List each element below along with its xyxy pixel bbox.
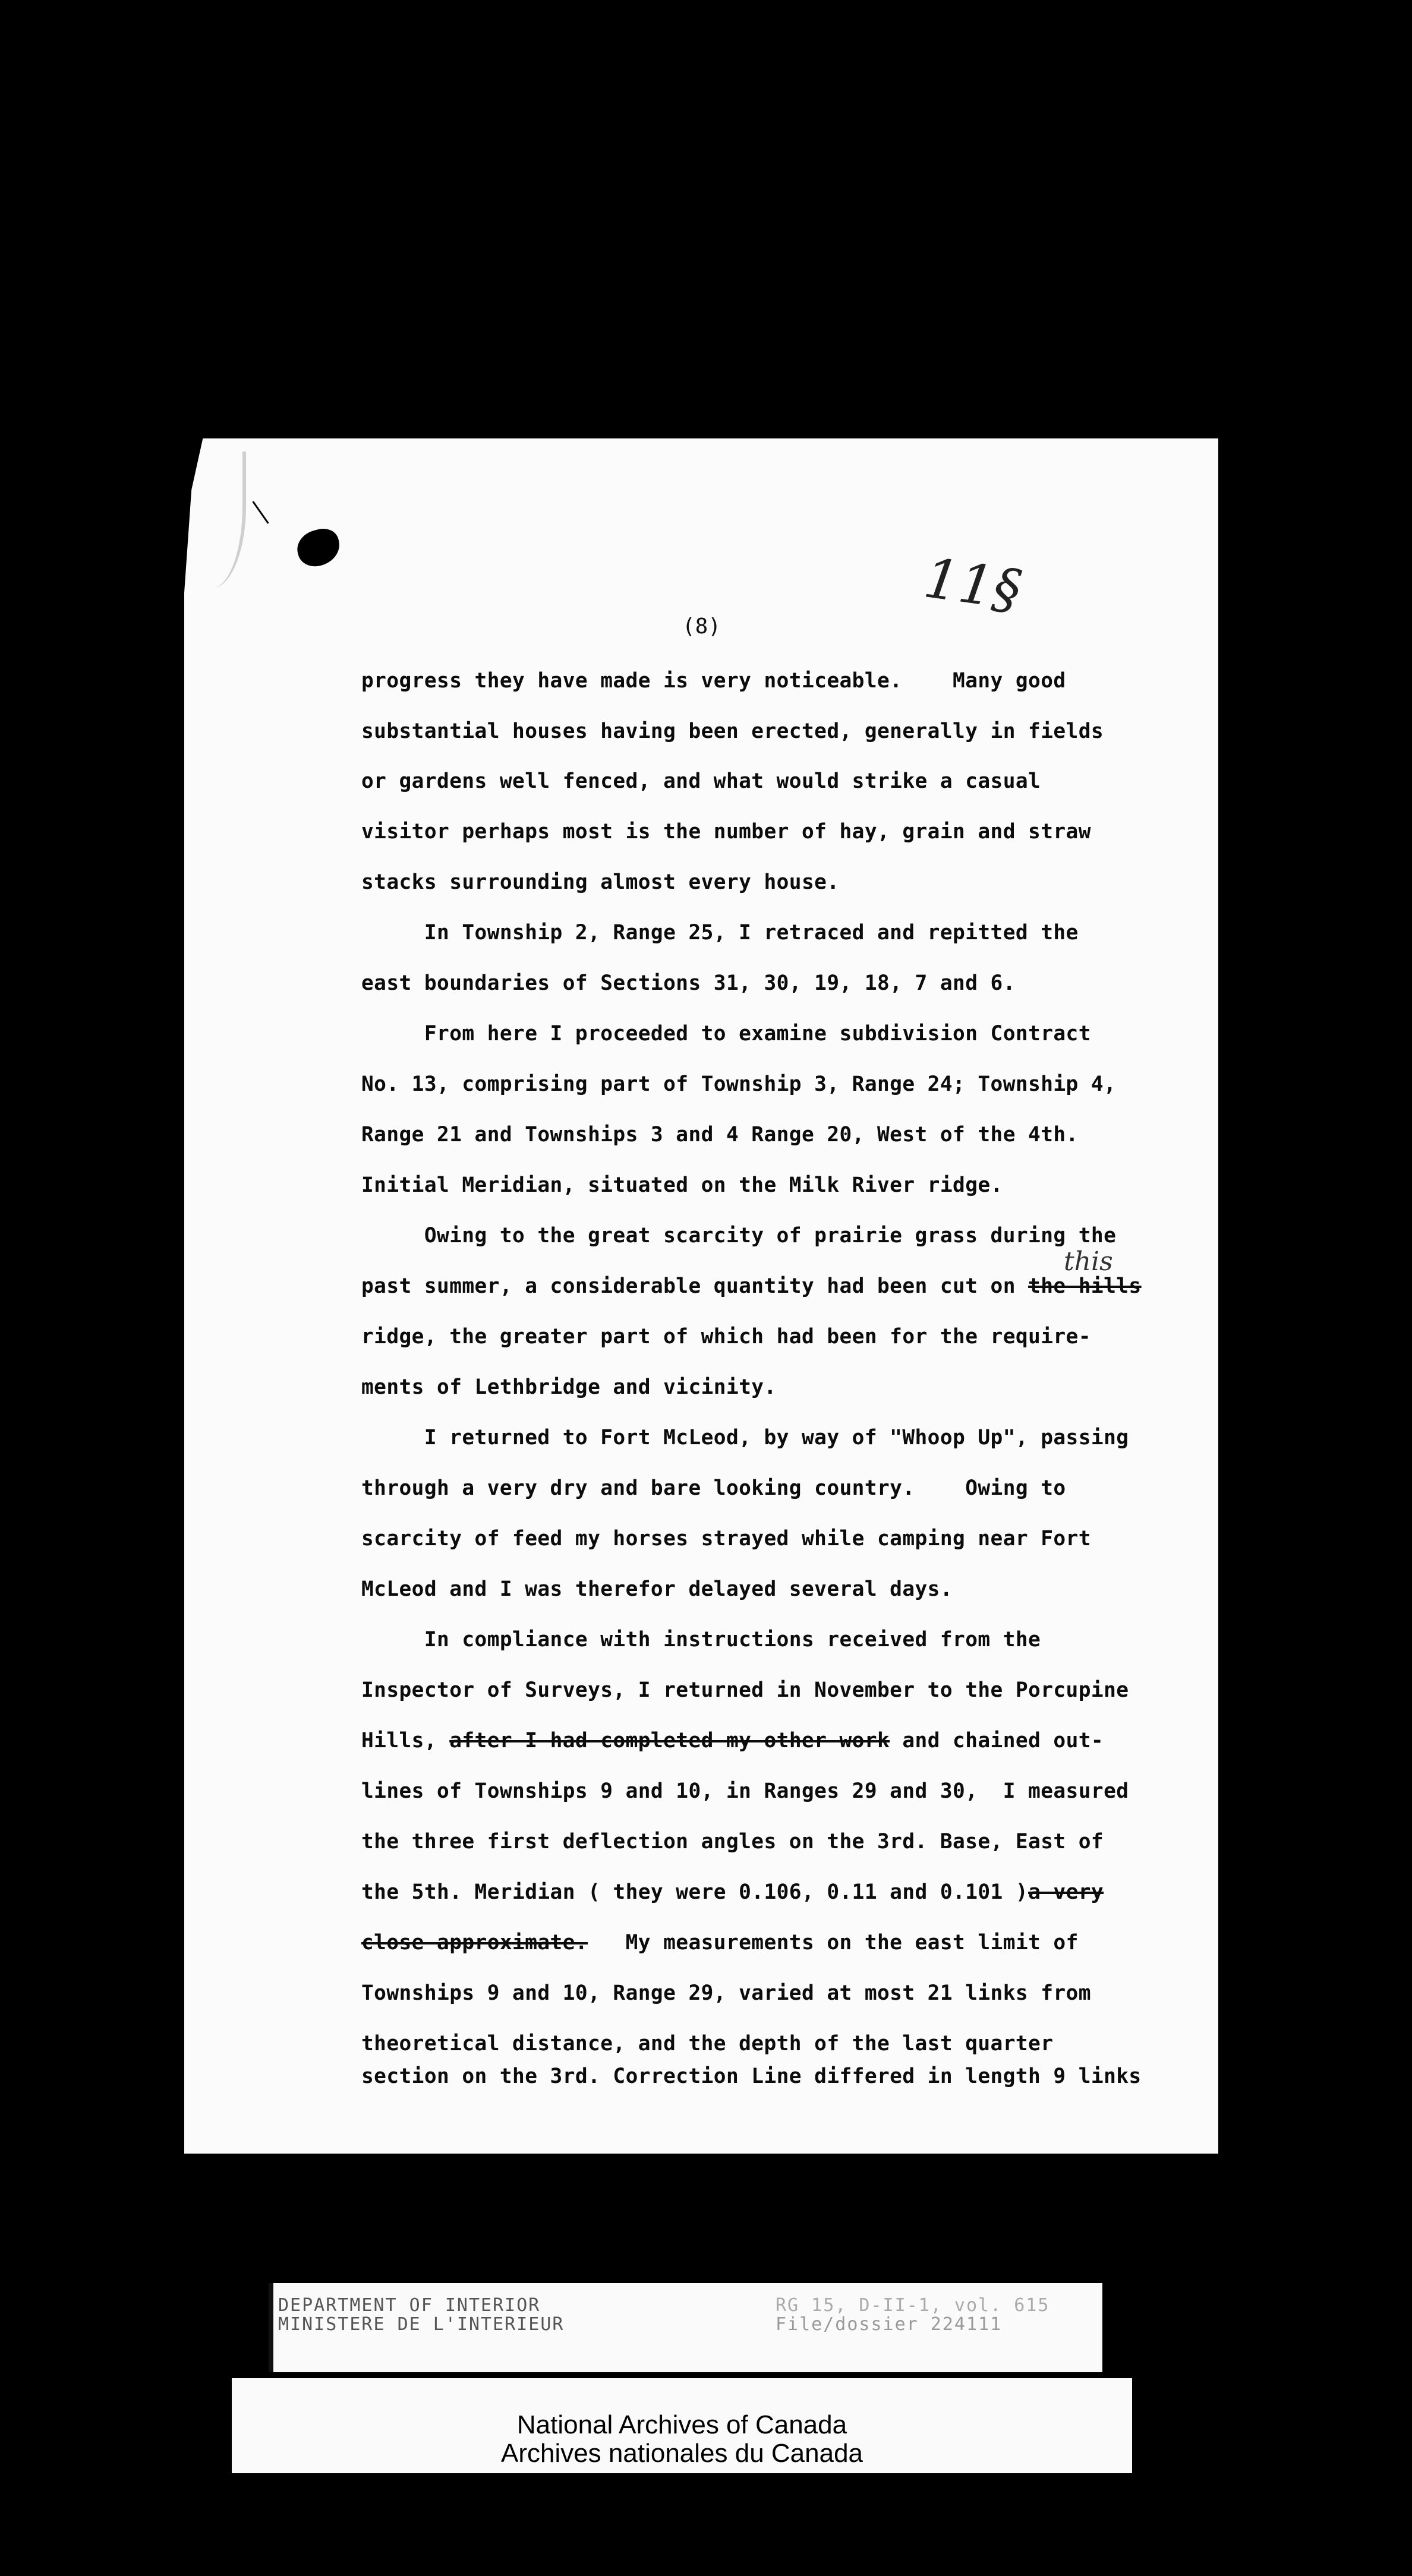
text-line: In compliance with instructions received from the [361, 1628, 1041, 1652]
folio-number: 11§ [920, 546, 1025, 623]
text-line: No. 13, comprising part of Township 3, Range 24; Township 4, [361, 1072, 1117, 1096]
line-text: the 5th. Meridian ( they were 0.106, 0.11 and 0.101 ) [361, 1880, 1029, 1904]
text-line: Inspector of Surveys, I returned in November to the Porcupine [361, 1678, 1129, 1702]
page-number: (8) [682, 614, 721, 639]
handwritten-insertion: this [1064, 1246, 1113, 1277]
archives-name-en: National Archives of Canada [516, 2410, 847, 2439]
text-line: visitor perhaps most is the number of hay, grain and straw [361, 820, 1091, 844]
text-line: through a very dry and bare looking country. Owing to [361, 1476, 1066, 1500]
line-text: My measurements on the east limit of [588, 1931, 1079, 1955]
text-line: east boundaries of Sections 31, 30, 19, 18, 7 and 6. [361, 971, 1016, 995]
department-en: DEPARTMENT OF INTERIOR [278, 2295, 541, 2316]
text-line: From here I proceeded to examine subdivision Contract [361, 1022, 1091, 1046]
department-fr: MINISTERE DE L'INTERIEUR [278, 2314, 565, 2335]
text-line: stacks surrounding almost every house. [361, 870, 840, 894]
struck-text: a very [1028, 1880, 1104, 1904]
line-text: past summer, a considerable quantity had been cut on [361, 1274, 1029, 1298]
text-line [361, 1729, 1104, 1753]
line-text: and chained out- [890, 1729, 1104, 1753]
line-text: Hills, [361, 1729, 450, 1753]
text-line: I returned to Fort McLeod, by way of "Whoop Up", passing [361, 1426, 1129, 1450]
struck-text: close approximate. [361, 1931, 588, 1955]
struck-text: after I had completed my other work [449, 1729, 890, 1753]
text-line: progress they have made is very noticeable. Many good [361, 669, 1066, 693]
text-line: Initial Meridian, situated on the Milk River ridge. [361, 1173, 1003, 1197]
record-group-reference: RG 15, D-II-1, vol. 615 [776, 2295, 1050, 2316]
text-line: or gardens well fenced, and what would strike a casual [361, 769, 1041, 793]
text-line: Range 21 and Townships 3 and 4 Range 20, West of the 4th. [361, 1123, 1079, 1147]
file-number: File/dossier 224111 [776, 2314, 1003, 2335]
text-line: Townships 9 and 10, Range 29, varied at most 21 links from [361, 1981, 1091, 2005]
archives-name-fr: Archives nationales du Canada [500, 2439, 863, 2468]
text-line [361, 1931, 1079, 1955]
text-line: Owing to the great scarcity of prairie grass during the [361, 1224, 1117, 1248]
text-line: McLeod and I was therefor delayed several days. [361, 1577, 953, 1601]
text-line: scarcity of feed my horses strayed while camping near Fort [361, 1527, 1091, 1551]
text-line [361, 1274, 1142, 1298]
text-line: section on the 3rd. Correction Line differed in length 9 links [361, 2064, 1142, 2088]
text-line: lines of Townships 9 and 10, in Ranges 29 and 30, I measured [361, 1779, 1129, 1803]
text-line: In Township 2, Range 25, I retraced and repitted the [361, 921, 1079, 945]
text-line: the three first deflection angles on the 3rd. Base, East of [361, 1830, 1104, 1854]
archives-label [232, 2378, 1132, 2473]
text-line: ridge, the greater part of which had been for the require- [361, 1325, 1091, 1349]
text-line [361, 1880, 1104, 1904]
text-line: ments of Lethbridge and vicinity. [361, 1375, 777, 1399]
struck-text: the hills [1028, 1274, 1142, 1298]
text-line: theoretical distance, and the depth of the last quarter [361, 2032, 1054, 2056]
text-line: substantial houses having been erected, generally in fields [361, 719, 1104, 743]
archive-reference-stamp [269, 2283, 1102, 2372]
